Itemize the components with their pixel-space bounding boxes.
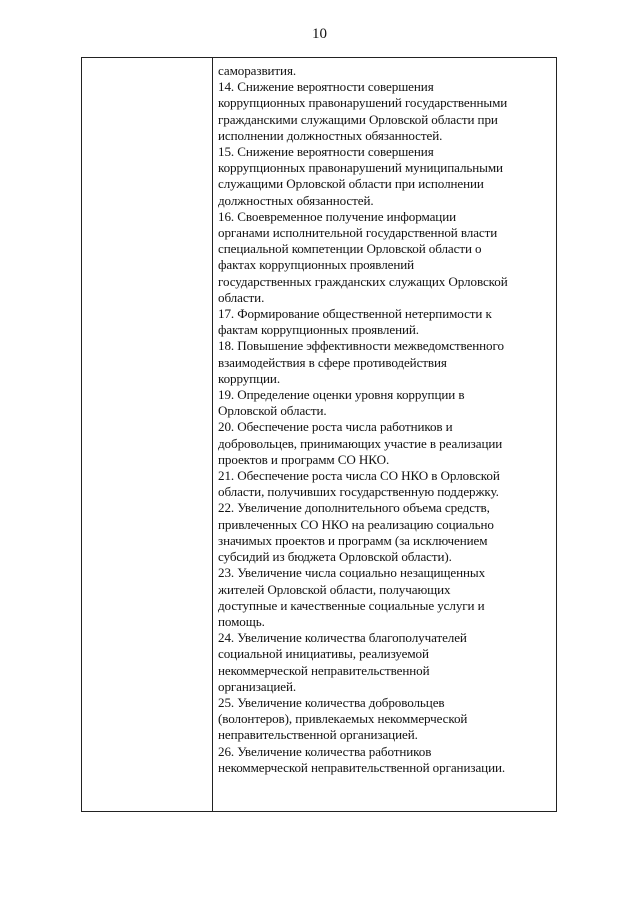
text-line: жителей Орловской области, получающих bbox=[218, 581, 451, 597]
text-line: 19. Определение оценки уровня коррупции в bbox=[218, 387, 465, 403]
text-line: взаимодействия в сфере противодействия bbox=[218, 354, 447, 370]
text-line: коррупционных правонарушений государственными bbox=[218, 95, 508, 111]
text-line: 17. Формирование общественной нетерпимости к bbox=[218, 306, 492, 322]
text-line: 24. Увеличение количества благополучателей bbox=[218, 630, 467, 646]
text-line: области, получивших государственную поддержку. bbox=[218, 484, 499, 500]
text-line: помощь. bbox=[218, 613, 265, 629]
text-line: 16. Своевременное получение информации bbox=[218, 208, 457, 224]
text-line: служащими Орловской области при исполнении bbox=[218, 176, 484, 192]
expected-results-cell bbox=[218, 63, 556, 776]
text-line: 18. Повышение эффективности межведомственного bbox=[218, 338, 504, 354]
text-line: специальной компетенции Орловской области о bbox=[218, 241, 482, 257]
text-line: 23. Увеличение числа социально незащищенных bbox=[218, 565, 486, 581]
page-number: 10 bbox=[312, 26, 327, 42]
text-line: добровольцев, принимающих участие в реализации bbox=[218, 435, 503, 451]
text-line: значимых проектов и программ (за исключением bbox=[218, 532, 488, 548]
column-divider bbox=[212, 58, 213, 811]
text-line: исполнении должностных обязанностей. bbox=[218, 127, 443, 143]
text-line: фактам коррупционных проявлений. bbox=[218, 322, 419, 338]
text-line: гражданскими служащими Орловской области при bbox=[218, 111, 498, 127]
text-line: некоммерческой неправительственной bbox=[218, 662, 430, 678]
text-line: органами исполнительной государственной власти bbox=[218, 225, 498, 241]
text-line: должностных обязанностей. bbox=[218, 192, 374, 208]
text-line: организацией. bbox=[218, 678, 297, 694]
text-line: некоммерческой неправительственной организации. bbox=[218, 759, 506, 775]
text-line: 20. Обеспечение роста числа работников и bbox=[218, 419, 453, 435]
text-line: государственных гражданских служащих Орловской bbox=[218, 273, 508, 289]
text-line: 21. Обеспечение роста числа СО НКО в Орловской bbox=[218, 468, 500, 484]
text-line: привлеченных СО НКО на реализацию социально bbox=[218, 516, 494, 532]
text-line: 25. Увеличение количества добровольцев bbox=[218, 694, 445, 710]
text-line: 14. Снижение вероятности совершения bbox=[218, 79, 434, 95]
text-line: неправительственной организацией. bbox=[218, 727, 418, 743]
left-cell-empty bbox=[82, 58, 212, 811]
text-line: саморазвития. bbox=[218, 63, 297, 78]
text-line: доступные и качественные социальные услуги и bbox=[218, 597, 485, 613]
text-line: 22. Увеличение дополнительного объема средств, bbox=[218, 500, 490, 516]
text-line: 26. Увеличение количества работников bbox=[218, 743, 432, 759]
text-line: 15. Снижение вероятности совершения bbox=[218, 144, 434, 160]
results-table bbox=[81, 57, 557, 812]
text-line: субсидий из бюджета Орловской области). bbox=[218, 549, 452, 565]
text-line: проектов и программ СО НКО. bbox=[218, 451, 390, 467]
text-line: социальной инициативы, реализуемой bbox=[218, 646, 429, 662]
text-line: коррупции. bbox=[218, 370, 281, 386]
text-line: (волонтеров), привлекаемых некоммерческой bbox=[218, 711, 468, 727]
text-line: коррупционных правонарушений муниципальными bbox=[218, 160, 503, 176]
text-line: Орловской области. bbox=[218, 403, 327, 419]
text-line: области. bbox=[218, 289, 265, 305]
text-line: фактах коррупционных проявлений bbox=[218, 257, 415, 273]
